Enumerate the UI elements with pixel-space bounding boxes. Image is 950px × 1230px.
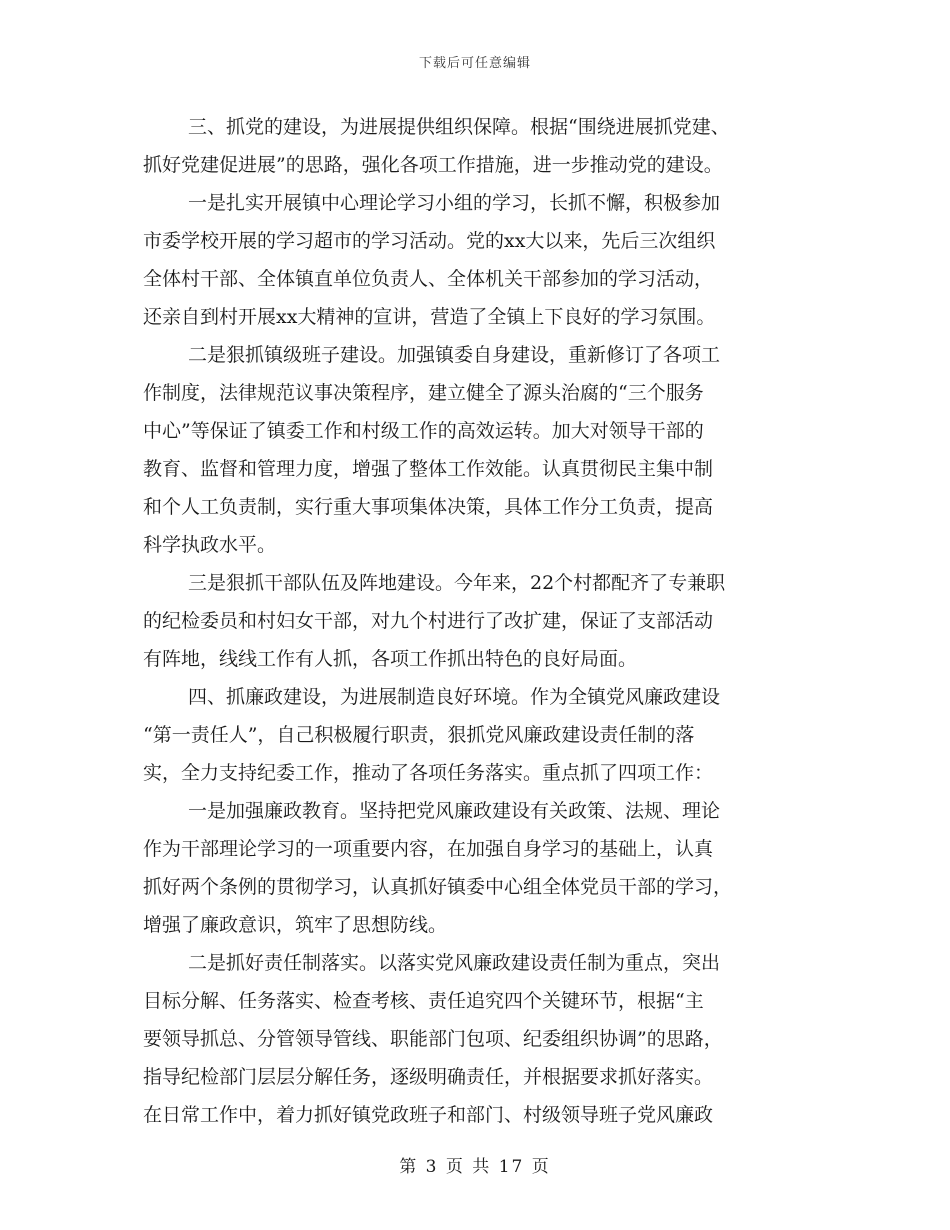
page-header: 下载后可任意编辑 [418, 56, 531, 71]
paragraph-line: 四、抓廉政建设，为进展制造良好环境。作为全镇党风廉政建设 [188, 686, 721, 708]
paragraph-line: 还亲自到村开展xx大精神的宣讲，营造了全镇上下良好的学习氛围。 [143, 306, 716, 328]
paragraph-line: 实，全力支持纪委工作，推动了各项任务落实。重点抓了四项工作： [143, 762, 714, 784]
paragraph-line: 全体村干部、全体镇直单位负责人、全体机关干部参加的学习活动， [143, 268, 714, 290]
paragraph-line: 有阵地，线线工作有人抓，各项工作抓出特色的良好局面。 [143, 648, 638, 670]
paragraph-line: 作制度，法律规范议事决策程序，建立健全了源头治腐的“三个服务 [143, 382, 704, 404]
paragraph-line: 作为干部理论学习的一项重要内容，在加强自身学习的基础上，认真 [143, 838, 714, 860]
document-body [143, 108, 813, 1134]
paragraph-line: 增强了廉政意识，筑牢了思想防线。 [143, 914, 448, 936]
paragraph-line: 要领导抓总、分管领导管线、职能部门包项、纪委组织协调”的思路， [143, 1028, 723, 1050]
paragraph-line: 指导纪检部门层层分解任务，逐级明确责任，并根据要求抓好落实。 [143, 1066, 714, 1088]
paragraph-line: 二是狠抓镇级班子建设。加强镇委自身建设，重新修订了各项工 [188, 344, 721, 366]
paragraph-line: 的纪检委员和村妇女干部，对九个村进行了改扩建，保证了支部活动 [143, 610, 714, 632]
paragraph-line: 市委学校开展的学习超市的学习活动。党的xx大以来，先后三次组织 [143, 230, 716, 252]
paragraph-line: “第一责任人”，自己积极履行职责，狠抓党风廉政建设责任制的落 [143, 724, 695, 746]
paragraph-line: 抓好党建促进展”的思路，强化各项工作措施，进一步推动党的建设。 [143, 154, 723, 176]
paragraph-line: 教育、监督和管理力度，增强了整体工作效能。认真贯彻民主集中制 [143, 458, 714, 480]
paragraph-line: 抓好两个条例的贯彻学习，认真抓好镇委中心组全体党员干部的学习， [143, 876, 733, 898]
paragraph-line: 目标分解、任务落实、检查考核、责任追究四个关键环节，根据“主 [143, 990, 704, 1012]
paragraph-line: 科学执政水平。 [143, 534, 277, 556]
paragraph-line: 三是狠抓干部队伍及阵地建设。今年来，22个村都配齐了专兼职 [188, 572, 726, 594]
paragraph-line: 一是加强廉政教育。坚持把党风廉政建设有关政策、法规、理论 [188, 800, 721, 822]
paragraph-line: 和个人工负责制，实行重大事项集体决策，具体工作分工负责，提高 [143, 496, 714, 518]
paragraph-line: 中心”等保证了镇委工作和村级工作的高效运转。加大对领导干部的 [143, 420, 704, 442]
paragraph-line: 一是扎实开展镇中心理论学习小组的学习，长抓不懈，积极参加 [188, 192, 721, 214]
page-footer: 第 3 页 共 17 页 [399, 1157, 551, 1177]
paragraph-line: 在日常工作中，着力抓好镇党政班子和部门、村级领导班子党风廉政 [143, 1104, 714, 1126]
paragraph-line: 二是抓好责任制落实。以落实党风廉政建设责任制为重点，突出 [188, 952, 721, 974]
paragraph-line: 三、抓党的建设，为进展提供组织保障。根据“围绕进展抓党建、 [188, 116, 730, 138]
